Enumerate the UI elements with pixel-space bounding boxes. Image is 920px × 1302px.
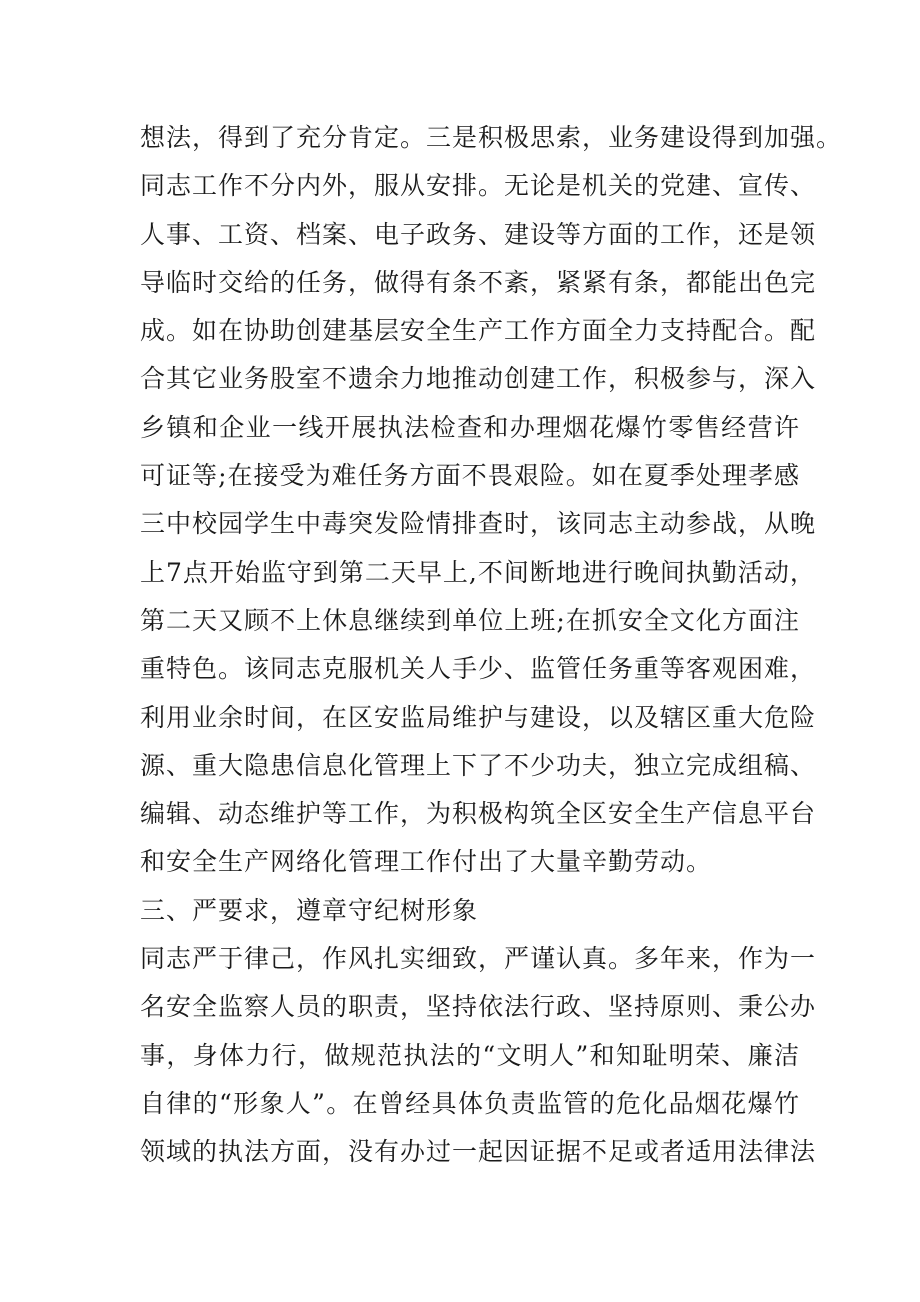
paragraph-line: 领域的执法方面，没有办过一起因证据不足或者适用法律法 bbox=[140, 1137, 817, 1167]
paragraph-line: 可证等;在接受为难任务方面不畏艰险。如在夏季处理孝感 bbox=[140, 461, 800, 491]
paragraph-line: 和安全生产网络化管理工作付出了大量辛勤劳动。 bbox=[140, 847, 713, 877]
paragraph-line: 同志工作不分内外，服从安排。无论是机关的党建、宣传、 bbox=[140, 171, 817, 201]
section-heading: 三、严要求，遵章守纪树形象 bbox=[140, 895, 479, 925]
paragraph-line: 事，身体力行，做规范执法的“文明人”和知耻明荣、廉洁 bbox=[140, 1040, 800, 1070]
paragraph-line: 第二天又顾不上休息继续到单位上班;在抓安全文化方面注 bbox=[140, 605, 800, 635]
paragraph-line: 重特色。该同志克服机关人手少、监管任务重等客观困难， bbox=[140, 654, 817, 684]
paragraph-line: 想法，得到了充分肯定。三是积极思索，业务建设得到加强。 bbox=[140, 123, 843, 152]
paragraph-line: 利用业余时间，在区安监局维护与建设，以及辖区重大危险 bbox=[140, 702, 817, 732]
paragraph-line: 乡镇和企业一线开展执法检查和办理烟花爆竹零售经营许 bbox=[140, 412, 800, 442]
paragraph-line: 自律的“形象人”。在曾经具体负责监管的危化品烟花爆竹 bbox=[140, 1088, 800, 1118]
paragraph-line: 成。如在协助创建基层安全生产工作方面全力支持配合。配 bbox=[140, 316, 817, 346]
paragraph-line: 上7点开始监守到第二天早上,不间断地进行晚间执勤活动， bbox=[140, 557, 816, 587]
paragraph-line: 编辑、动态维护等工作，为积极构筑全区安全生产信息平台 bbox=[140, 799, 817, 829]
paragraph-line: 源、重大隐患信息化管理上下了不少功夫，独立完成组稿、 bbox=[140, 750, 817, 780]
paragraph-line: 名安全监察人员的职责，坚持依法行政、坚持原则、秉公办 bbox=[140, 992, 817, 1022]
paragraph-line: 合其它业务股室不遗余力地推动创建工作，积极参与，深入 bbox=[140, 364, 817, 394]
paragraph-line: 人事、工资、档案、电子政务、建设等方面的工作，还是领 bbox=[140, 219, 817, 249]
paragraph-line: 导临时交给的任务，做得有条不紊，紧紧有条，都能出色完 bbox=[140, 267, 817, 297]
document-body bbox=[140, 114, 843, 1177]
paragraph-line: 同志严于律己，作风扎实细致，严谨认真。多年来，作为一 bbox=[140, 944, 817, 974]
paragraph-line: 三中校园学生中毒突发险情排查时，该同志主动参战，从晚 bbox=[140, 509, 817, 539]
